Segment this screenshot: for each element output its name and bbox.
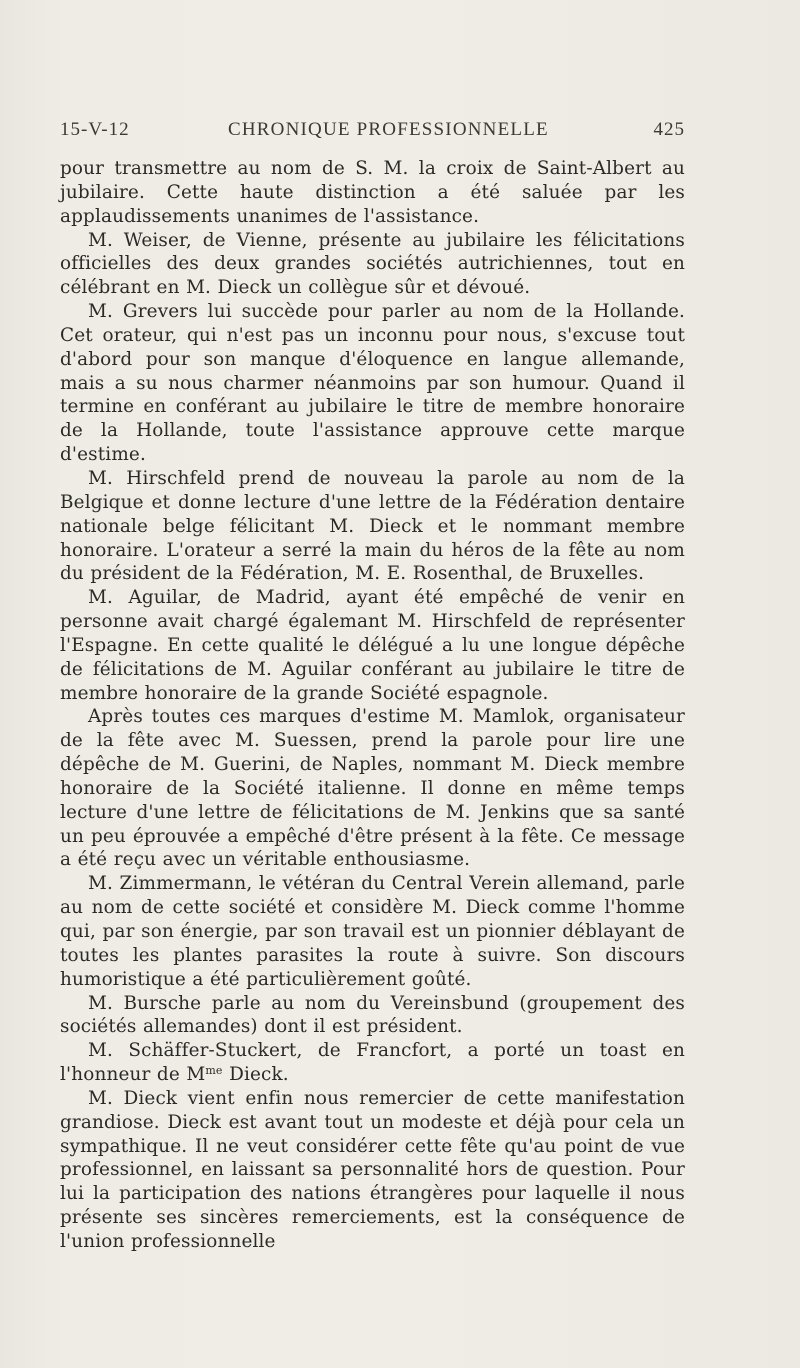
- paragraph-hirschfeld: M. Hirschfeld prend de nouveau la parole au nom de la Belgique et donne lecture d'une lettre de la Fédération dentaire nationale belge félicitant M. Dieck et le nommant membre honoraire. L'orateur a serré la main du héros de la fête au nom du président de la Fédération, M. E. Rosenthal, de Bruxelles.: [60, 467, 685, 585]
- paragraph-bursche: M. Bursche parle au nom du Vereinsbund (groupement des sociétés allemandes) dont il est président.: [60, 992, 685, 1038]
- superscript-me: me: [205, 1064, 223, 1078]
- paragraph-grevers: M. Grevers lui succède pour parler au nom de la Hollande. Cet orateur, qui n'est pas un inconnu pour nous, s'excuse tout d'abord pour son manque d'éloquence en langue allemande, mais a su nous charmer néanmoins par son humour. Quand il termine en conférant au jubilaire le titre de membre honoraire de la Hollande, toute l'assistance approuve cette marque d'estime.: [60, 301, 685, 466]
- paragraph-aguilar: M. Aguilar, de Madrid, ayant été empêché de venir en personne avait chargé égalemant M. Hirschfeld de représenter l'Espagne. En cette qualité le délégué a lu une longue dépêche de félicitations de M. Aguilar conférant au jubilaire le titre de membre honoraire de la grande Société espagnole.: [60, 587, 685, 704]
- toast-text: M. Schäffer-Stuckert, de Francfort, a porté un toast en l'honneur de M: [60, 1040, 685, 1086]
- paragraph-schaffer-stuckert: [60, 1039, 685, 1087]
- header-date: 15-V-12: [60, 119, 130, 140]
- page-number: 425: [653, 119, 685, 140]
- toast-text-end: Dieck.: [222, 1064, 289, 1086]
- paragraph-dieck-thanks: M. Dieck vient enfin nous remercier de cette manifestation grandiose. Dieck est avant tout un modeste et déjà pour cela un sympathique. Il ne veut considérer cette fête qu'au point de vue professionnel, en laissant sa personnalité hors de question. Pour lui la participation des nations étrangères pour laquelle il nous présente ses sincères remerciements, est la conséquence de l'union professionnelle: [60, 1087, 685, 1252]
- paragraph-mamlok: Après toutes ces marques d'estime M. Mamlok, organisateur de la fête avec M. Suessen, prend la parole pour lire une dépêche de M. Guerini, de Naples, nommant M. Dieck membre honoraire de la Société italienne. Il donne en même temps lecture d'une lettre de félicitations de M. Jenkins que sa santé un peu éprouvée a empêché d'être présent à la fête. Ce message a été reçu avec un véritable enthousiasme.: [60, 706, 685, 871]
- paragraph-jubilee-cross: pour transmettre au nom de S. M. la croix de Saint-Albert au jubilaire. Cette haute distinction a été saluée par les applaudissements unanimes de l'assistance.: [60, 158, 685, 227]
- running-title: CHRONIQUE PROFESSIONNELLE: [228, 119, 549, 140]
- paragraph-zimmermann: M. Zimmermann, le vétéran du Central Verein allemand, parle au nom de cette société et considère M. Dieck comme l'homme qui, par son énergie, par son travail est un pionnier déblayant de toutes les plantes parasites la route à suivre. Son discours humoristique a été particulièrement goûté.: [60, 873, 685, 990]
- paragraph-weiser: M. Weiser, de Vienne, présente au jubilaire les félicitations officielles des deux grandes sociétés autrichiennes, tout en célébrant en M. Dieck un collègue sûr et dévoué.: [60, 229, 685, 299]
- running-header: [60, 119, 685, 147]
- body-text: [60, 157, 685, 1254]
